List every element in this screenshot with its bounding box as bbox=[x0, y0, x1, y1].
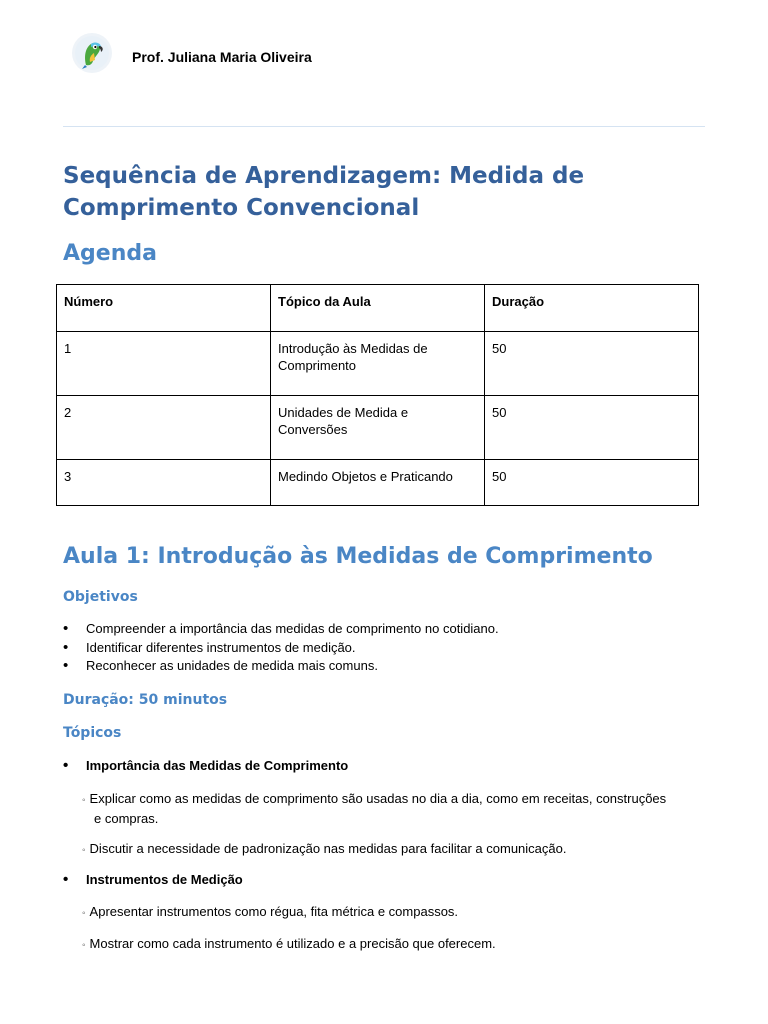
sub-list-item bbox=[82, 903, 712, 923]
table-cell: 2 bbox=[57, 396, 271, 460]
sub-item-text: Explicar como as medidas de comprimento são usadas no dia a dia, como em receitas, construções bbox=[89, 791, 667, 806]
topic-title: • Importância das Medidas de Comprimento bbox=[63, 757, 713, 775]
bullet-icon: ◦ bbox=[82, 795, 86, 806]
document-title: Sequência de Aprendizagem: Medida de Comprimento Convencional bbox=[63, 163, 585, 221]
sub-item-text: Apresentar instrumentos como régua, fita métrica e compassos. bbox=[89, 904, 459, 919]
table-cell: Unidades de Medida e Conversões bbox=[271, 396, 485, 460]
topic-item bbox=[63, 757, 713, 775]
header-divider bbox=[63, 126, 705, 127]
table-cell: Medindo Objetos e Praticando bbox=[271, 460, 485, 506]
sub-item-text: Discutir a necessidade de padronização nas medidas para facilitar a comunicação. bbox=[89, 841, 567, 856]
table-cell: 3 bbox=[57, 460, 271, 506]
topic-title: • Instrumentos de Medição bbox=[63, 871, 713, 889]
sub-list-item bbox=[82, 935, 712, 955]
sub-item-text-continued: e compras. bbox=[94, 811, 159, 826]
topic-item bbox=[63, 871, 713, 889]
column-header-duracao: Duração bbox=[485, 285, 699, 332]
sub-list-item bbox=[82, 790, 712, 828]
table-header-row bbox=[57, 285, 699, 332]
objectives-heading: Objetivos bbox=[63, 589, 138, 605]
list-item: • Reconhecer as unidades de medida mais comuns. bbox=[63, 657, 499, 676]
parrot-icon bbox=[74, 35, 110, 71]
bullet-icon: ◦ bbox=[82, 845, 86, 856]
table-cell: 1 bbox=[57, 332, 271, 396]
list-item: • Compreender a importância das medidas de comprimento no cotidiano. bbox=[63, 620, 499, 639]
author-name: Prof. Juliana Maria Oliveira bbox=[132, 49, 312, 65]
table-row bbox=[57, 460, 699, 506]
column-header-topico: Tópico da Aula bbox=[271, 285, 485, 332]
topics-heading: Tópicos bbox=[63, 725, 122, 741]
avatar bbox=[72, 33, 112, 73]
sub-item-text: Mostrar como cada instrumento é utilizado e a precisão que oferecem. bbox=[89, 936, 496, 951]
agenda-table bbox=[56, 284, 699, 506]
sub-list-item bbox=[82, 840, 712, 860]
table-cell: 50 bbox=[485, 396, 699, 460]
list-item: • Identificar diferentes instrumentos de medição. bbox=[63, 639, 499, 658]
table-cell: 50 bbox=[485, 460, 699, 506]
bullet-icon: ◦ bbox=[82, 940, 86, 951]
agenda-heading: Agenda bbox=[63, 241, 157, 266]
bullet-icon: ◦ bbox=[82, 908, 86, 919]
table-row bbox=[57, 396, 699, 460]
table-cell: Introdução às Medidas de Comprimento bbox=[271, 332, 485, 396]
aula1-heading: Aula 1: Introdução às Medidas de Comprimento bbox=[63, 544, 653, 569]
duration-heading: Duração: 50 minutos bbox=[63, 692, 228, 708]
objectives-list bbox=[63, 620, 499, 676]
header bbox=[72, 30, 312, 76]
table-row bbox=[57, 332, 699, 396]
table-cell: 50 bbox=[485, 332, 699, 396]
column-header-numero: Número bbox=[57, 285, 271, 332]
